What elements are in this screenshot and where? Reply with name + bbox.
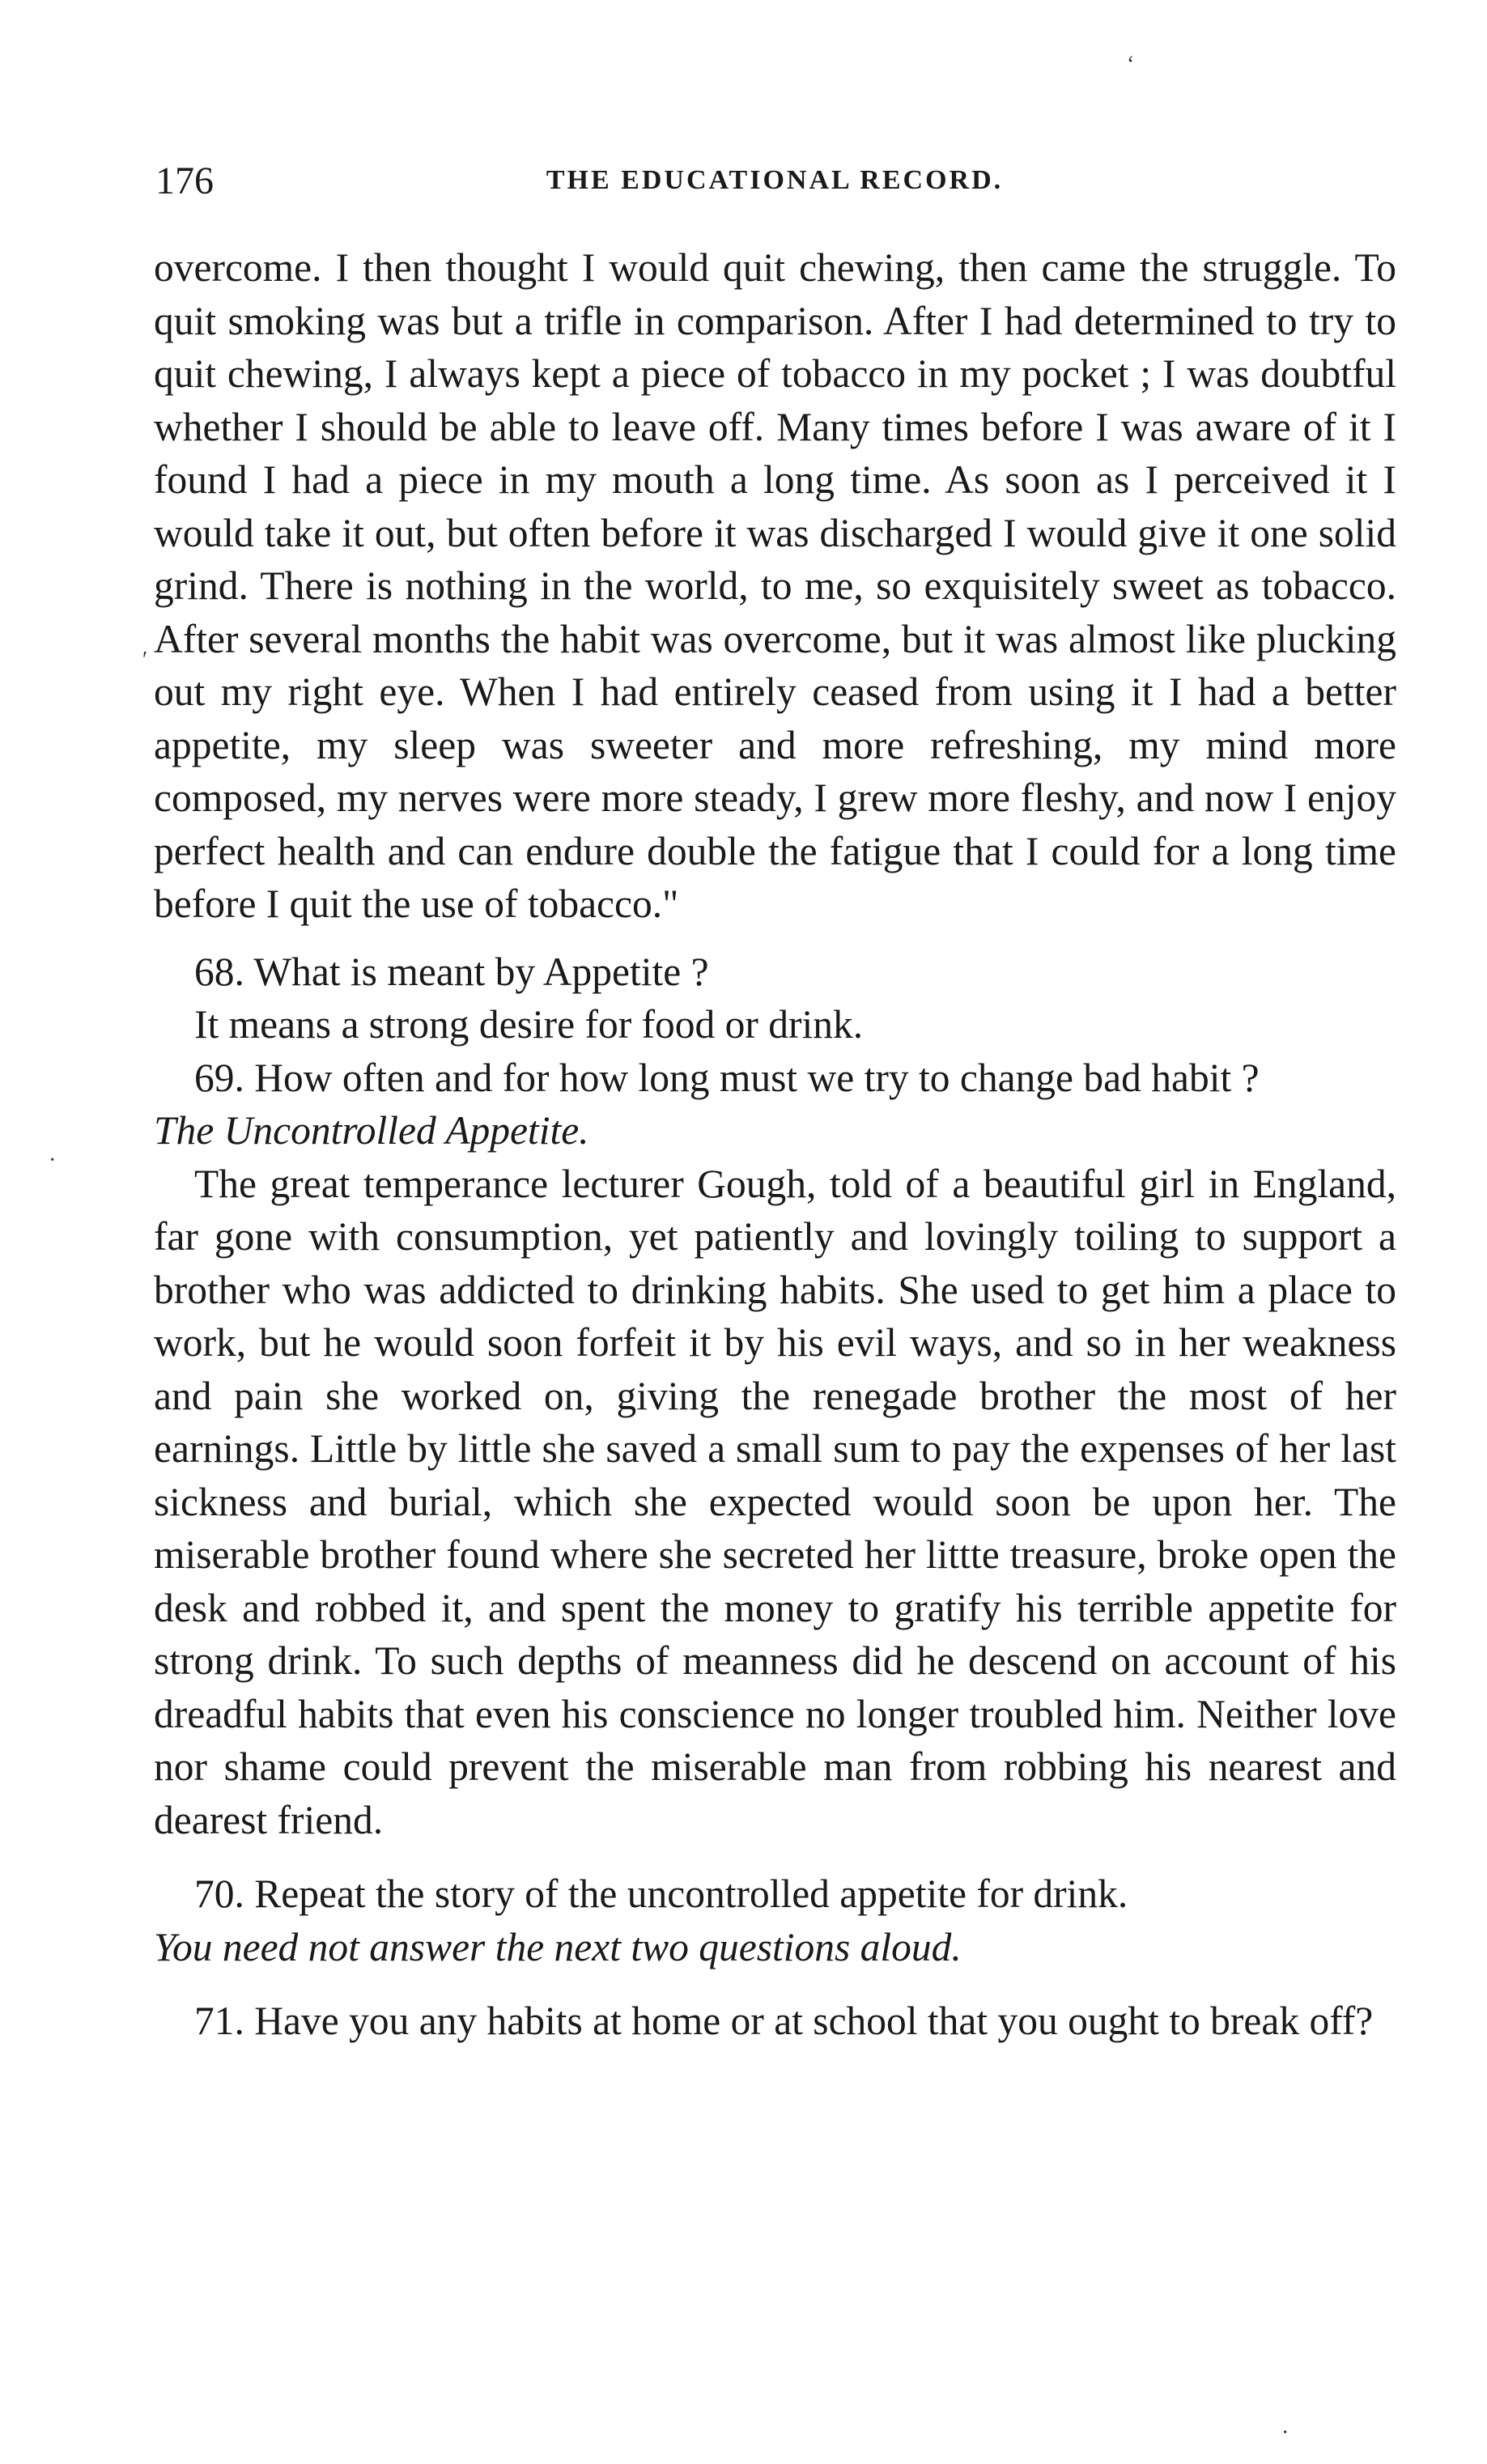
stray-mark: ′ <box>142 648 148 673</box>
section-title: The Uncontrolled Appetite. <box>154 1108 589 1153</box>
stray-mark: · <box>49 1148 57 1173</box>
stray-mark: · <box>1281 2420 1289 2445</box>
paragraph-uncontrolled-appetite: The great temperance lecturer Gough, told of a beautiful girl in England, far gone with consumption, yet patiently and lovingly toiling to support a brother who was addicted to drinking habits. She used to get him a place to work, but he would soon forfeit it by his evil ways, and so in her weakness and pain she worked on, giving the renegade brother the most of her earnings. Little by little she saved a small sum to pay the expenses of her last sickness and burial, which she expected would soon be upon her. The miserable brother found where she secreted her littte treasure, broke open the desk and robbed it, and spent the money to gratify his terrible appetite for strong drink. To such depths of meanness did he descend on account of his dreadful habits that even his conscience no longer troubled him. Neither love nor shame could prevent the miserable man from robbing his nearest and dearest friend. <box>154 1161 1396 1842</box>
question-70: 70. Repeat the story of the uncontrolled appetite for drink. <box>194 1871 1128 1916</box>
page-header <box>155 159 1394 207</box>
answer-68: It means a strong desire for food or drink. <box>194 1002 864 1047</box>
question-68: 68. What is meant by Appetite ? <box>194 949 709 994</box>
page-body <box>154 241 1396 2048</box>
running-title: THE EDUCATIONAL RECORD. <box>546 165 1004 195</box>
paragraph-tobacco-quote: overcome. I then thought I would quit chewing, then came the struggle. To quit smoking was but a trifle in comparison. After I had determined to try to quit chewing, I always kept a piece of tobacco in my pocket ; I was doubtful whether I should be able to leave off. Many times before I was aware of it I found I had a piece in my mouth a long time. As soon as I perceived it I would take it out, but often before it was discharged I would give it one solid grind. There is nothing in the world, to me, so exquisitely sweet as tobacco. After several months the habit was overcome, but it was almost like plucking out my right eye. When I had entirely ceased from using it I had a better appetite, my sleep was sweeter and more refreshing, my mind more composed, my nerves were more steady, I grew more fleshy, and now I enjoy perfect health and can endure double the fatigue that I could for a long time before I quit the use of tobacco." <box>154 245 1396 926</box>
question-71: 71. Have you any habits at home or at school that you ought to break off? <box>194 1999 1374 2043</box>
stray-mark: ‘ <box>1127 52 1135 77</box>
question-69: 69. How often and for how long must we try to change bad habit ? <box>194 1055 1260 1100</box>
instruction-note: You need not answer the next two questions aloud. <box>154 1924 962 1969</box>
page-number: 176 <box>155 159 214 202</box>
